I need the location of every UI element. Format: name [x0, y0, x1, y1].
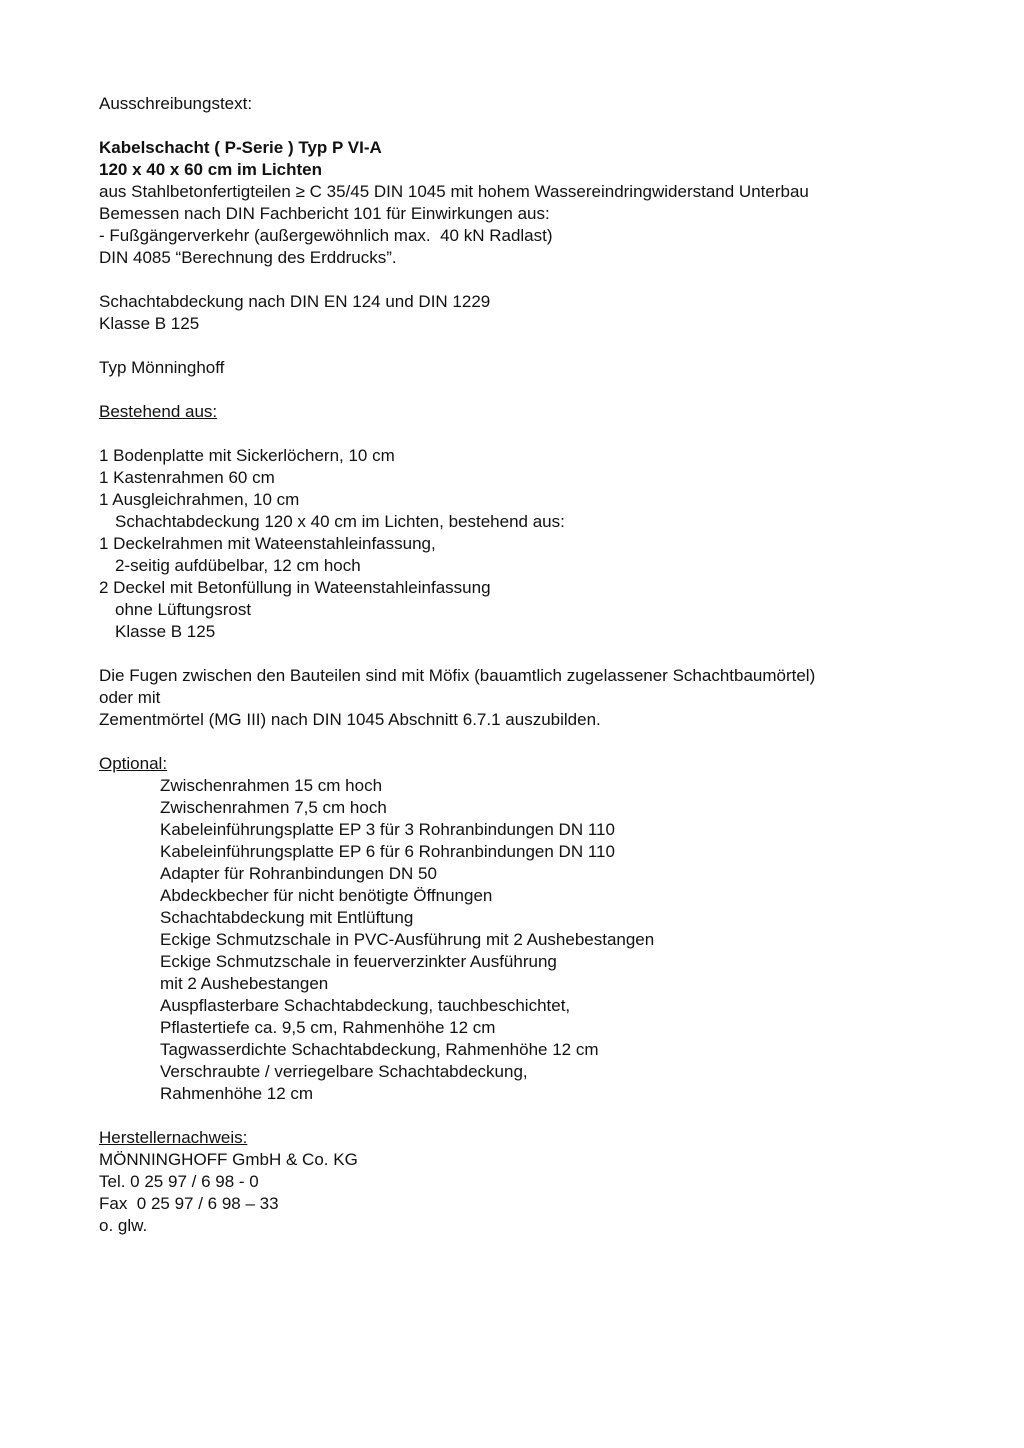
component-item: Schachtabdeckung 120 x 40 cm im Lichten, bestehend aus:: [115, 512, 565, 531]
components-list: [99, 445, 959, 643]
cover-standard: Schachtabdeckung nach DIN EN 124 und DIN 1229: [99, 292, 491, 311]
manufacturer-name: MÖNNINGHOFF GmbH & Co. KG: [99, 1150, 358, 1169]
spacer: [99, 335, 959, 357]
joints-block: [99, 665, 959, 731]
optional-heading: Optional:: [99, 754, 168, 773]
optional-item: Kabeleinführungsplatte EP 3 für 3 Rohranbindungen DN 110: [160, 820, 615, 839]
spacer: [99, 379, 959, 401]
manufacturer-equivalent: o. glw.: [99, 1216, 148, 1235]
optional-item: Zwischenrahmen 15 cm hoch: [160, 776, 383, 795]
description-block: [99, 181, 959, 269]
component-item: 1 Bodenplatte mit Sickerlöchern, 10 cm: [99, 446, 395, 465]
manufacturer-phone: Tel. 0 25 97 / 6 98 - 0: [99, 1172, 259, 1191]
optional-item: mit 2 Aushebestangen: [160, 974, 329, 993]
joints-line: Die Fugen zwischen den Bauteilen sind mit Möfix (bauamtlich zugelassener Schachtbaumörtel): [99, 666, 816, 685]
component-item: 1 Kastenrahmen 60 cm: [99, 468, 275, 487]
optional-item: Kabeleinführungsplatte EP 6 für 6 Rohranbindungen DN 110: [160, 842, 615, 861]
joints-line: Zementmörtel (MG III) nach DIN 1045 Abschnitt 6.7.1 auszubilden.: [99, 710, 601, 729]
optional-item: Pflastertiefe ca. 9,5 cm, Rahmenhöhe 12 cm: [160, 1018, 496, 1037]
product-dimensions: 120 x 40 x 60 cm im Lichten: [99, 160, 323, 179]
spacer: [99, 1105, 959, 1127]
joints-line: oder mit: [99, 688, 161, 707]
component-item: 2-seitig aufdübelbar, 12 cm hoch: [115, 556, 361, 575]
manufacturer-block: [99, 1149, 959, 1237]
product-title: Kabelschacht ( P-Serie ) Typ P VI-A: [99, 138, 382, 157]
optional-item: Schachtabdeckung mit Entlüftung: [160, 908, 414, 927]
component-item: ohne Lüftungsrost: [115, 600, 252, 619]
spacer: [99, 731, 959, 753]
optional-item: Tagwasserdichte Schachtabdeckung, Rahmenhöhe 12 cm: [160, 1040, 599, 1059]
optional-item: Eckige Schmutzschale in PVC-Ausführung mit 2 Aushebestangen: [160, 930, 655, 949]
spacer: [99, 115, 959, 137]
document-page: [99, 93, 959, 1237]
optional-item: Auspflasterbare Schachtabdeckung, tauchbeschichtet,: [160, 996, 571, 1015]
type-line: Typ Mönninghoff: [99, 358, 225, 377]
description-line: Bemessen nach DIN Fachbericht 101 für Einwirkungen aus:: [99, 204, 550, 223]
component-item: 2 Deckel mit Betonfüllung in Wateenstahleinfassung: [99, 578, 491, 597]
component-item: Klasse B 125: [115, 622, 216, 641]
optional-item: Verschraubte / verriegelbare Schachtabdeckung,: [160, 1062, 528, 1081]
optional-item: Rahmenhöhe 12 cm: [160, 1084, 314, 1103]
spacer: [99, 643, 959, 665]
description-line: - Fußgängerverkehr (außergewöhnlich max. 40 kN Radlast): [99, 226, 553, 245]
optional-item: Adapter für Rohranbindungen DN 50: [160, 864, 437, 883]
description-line: aus Stahlbetonfertigteilen ≥ C 35/45 DIN 1045 mit hohem Wassereindringwiderstand Unterbau: [99, 182, 809, 201]
optional-item: Abdeckbecher für nicht benötigte Öffnungen: [160, 886, 493, 905]
component-item: 1 Ausgleichrahmen, 10 cm: [99, 490, 300, 509]
optional-item: Eckige Schmutzschale in feuerverzinkter Ausführung: [160, 952, 557, 971]
manufacturer-fax: Fax 0 25 97 / 6 98 – 33: [99, 1194, 279, 1213]
description-line: DIN 4085 “Berechnung des Erddrucks”.: [99, 248, 397, 267]
spacer: [99, 269, 959, 291]
intro-label: Ausschreibungstext:: [99, 94, 253, 113]
optional-item: Zwischenrahmen 7,5 cm hoch: [160, 798, 387, 817]
manufacturer-heading: Herstellernachweis:: [99, 1128, 248, 1147]
component-item: 1 Deckelrahmen mit Wateenstahleinfassung,: [99, 534, 436, 553]
consists-heading: Bestehend aus:: [99, 402, 218, 421]
cover-class: Klasse B 125: [99, 314, 200, 333]
spacer: [99, 423, 959, 445]
optional-list: [99, 775, 959, 1105]
